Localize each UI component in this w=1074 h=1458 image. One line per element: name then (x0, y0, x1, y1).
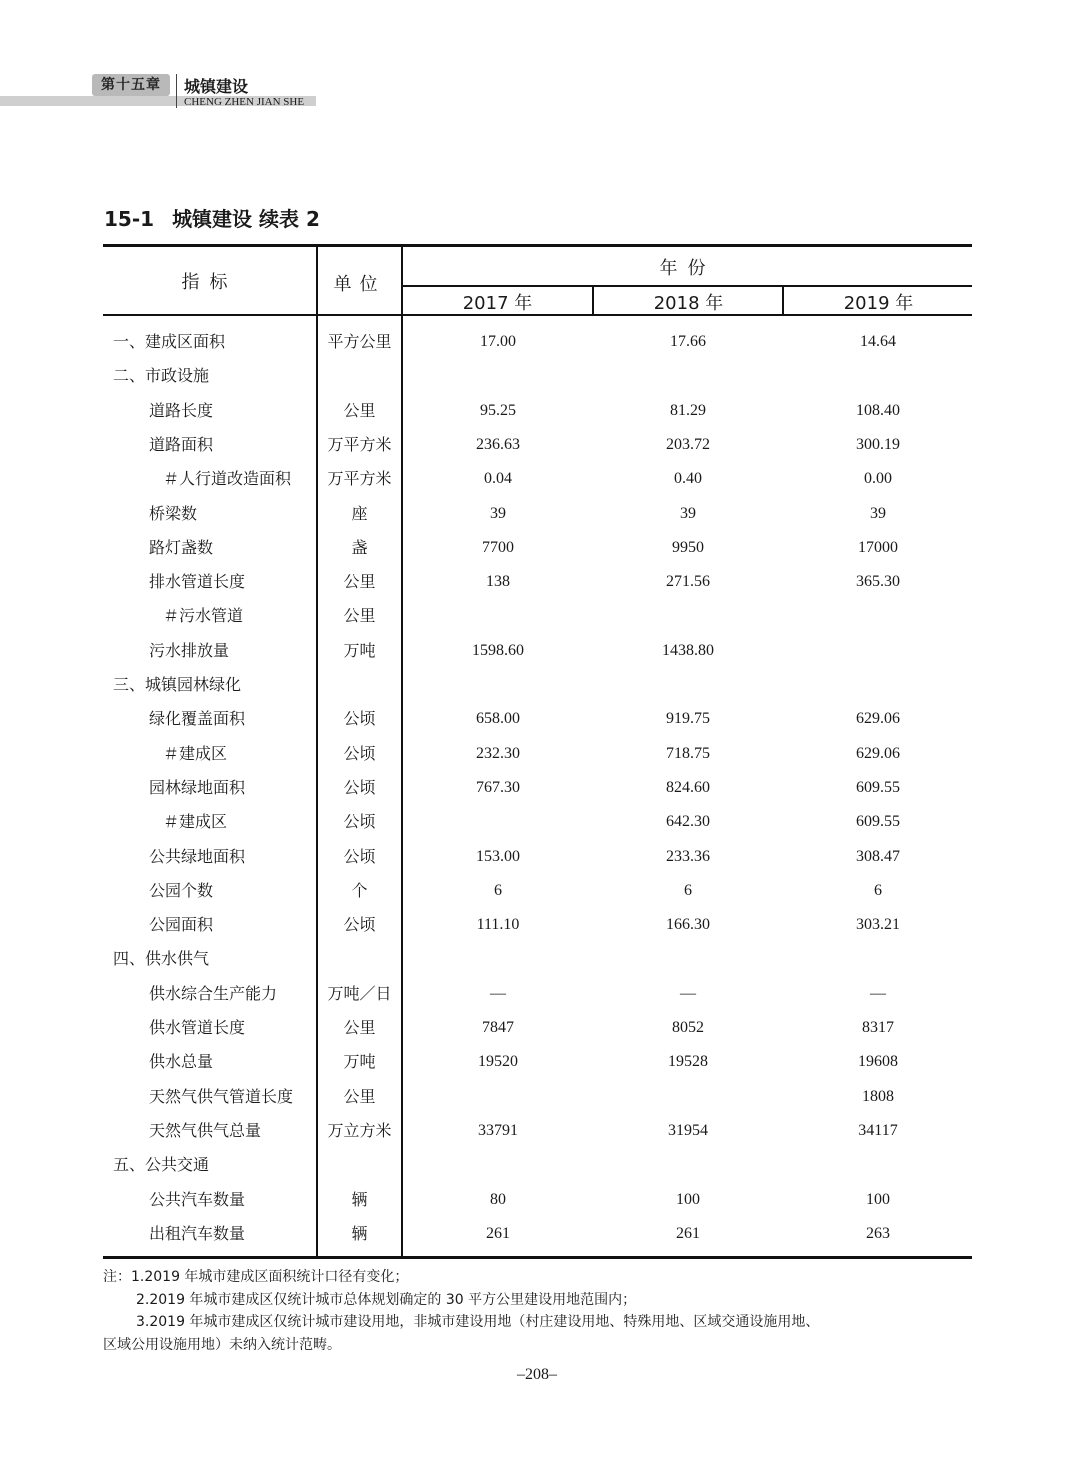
cell-indicator: 三、城镇园林绿化 (113, 675, 242, 694)
cell-indicator: 出租汽车数量 (149, 1223, 246, 1243)
cell-value-2018: — (680, 984, 696, 1002)
table-row (103, 908, 972, 942)
table-row (103, 737, 972, 771)
header-divider (176, 74, 177, 108)
cell-unit: 公顷 (343, 777, 376, 797)
cell-indicator: 供水管道长度 (149, 1018, 246, 1037)
cell-value-2019: 19608 (858, 1053, 898, 1071)
cell-indicator: 公园个数 (149, 880, 214, 900)
cell-unit: 公顷 (343, 709, 376, 729)
header-unit: 单位 (333, 274, 386, 295)
cell-indicator: 公共绿地面积 (149, 846, 246, 866)
table-row (103, 805, 972, 839)
header-year-2019: 2019 年 (843, 293, 914, 314)
cell-value-2017: 767.30 (476, 778, 520, 796)
table-row (103, 565, 972, 599)
cell-indicator: 园林绿地面积 (149, 777, 246, 797)
cell-indicator: 四、供水供气 (113, 949, 210, 969)
cell-unit: 万吨／日 (327, 983, 392, 1003)
cell-value-2018: 39 (680, 504, 696, 522)
table-row (103, 977, 972, 1011)
cell-value-2017: 138 (486, 573, 510, 591)
table-row (103, 1080, 972, 1114)
cell-indicator: 供水综合生产能力 (149, 983, 278, 1003)
cell-value-2017: — (490, 984, 506, 1002)
cell-value-2019: 1808 (862, 1087, 894, 1105)
table-row (103, 840, 972, 874)
cell-indicator: 一、建成区面积 (113, 332, 226, 351)
table-row (103, 1011, 972, 1045)
chapter-label: 第十五章 (92, 74, 170, 96)
note-line: 3.2019 年城市建成区仅统计城市建设用地，非城市建设用地（村庄建设用地、特殊用地、区域交通设施用地、 (136, 1314, 820, 1330)
cell-indicator: ＃污水管道 (163, 606, 244, 626)
note-line: 注：1.2019 年城市建成区面积统计口径有变化； (103, 1269, 409, 1285)
header-indicator: 指标 (181, 272, 238, 293)
cell-unit: 公顷 (343, 812, 376, 832)
cell-value-2018: 203.72 (666, 435, 710, 453)
cell-value-2019: 6 (874, 881, 882, 899)
table-row (103, 462, 972, 496)
table-row (103, 325, 972, 359)
table-bottom-rule (103, 1256, 972, 1259)
cell-unit: 公里 (343, 606, 376, 626)
cell-value-2019: 108.40 (856, 401, 900, 419)
cell-indicator: 道路长度 (149, 400, 214, 420)
cell-indicator: 绿化覆盖面积 (149, 709, 246, 729)
table-row (103, 1045, 972, 1079)
cell-indicator: ＃建成区 (163, 812, 228, 832)
table-row (103, 531, 972, 565)
cell-value-2017: 95.25 (480, 401, 516, 419)
page-number: –208– (517, 1366, 557, 1383)
cell-value-2017: 0.04 (484, 470, 512, 488)
year-header-rule (402, 285, 972, 287)
cell-value-2019: — (870, 984, 886, 1002)
cell-value-2017: 39 (490, 504, 506, 522)
cell-unit: 个 (351, 880, 368, 900)
table-row (103, 874, 972, 908)
cell-value-2019: 308.47 (856, 847, 900, 865)
cell-value-2018: 1438.80 (662, 641, 714, 659)
table-row (103, 1183, 972, 1217)
table-row (103, 1114, 972, 1148)
table-name: 城镇建设 续表 2 (172, 207, 320, 231)
cell-unit: 辆 (351, 1223, 368, 1243)
cell-indicator: 污水排放量 (149, 640, 230, 660)
cell-value-2018: 261 (676, 1224, 700, 1242)
cell-unit: 公里 (343, 1086, 376, 1106)
cell-indicator: 排水管道长度 (149, 572, 246, 592)
cell-unit: 辆 (351, 1189, 368, 1209)
cell-value-2017: 261 (486, 1224, 510, 1242)
note-line: 2.2019 年城市建成区仅统计城市总体规划确定的 30 平方公里建设用地范围内； (136, 1291, 637, 1308)
table-row (103, 428, 972, 462)
cell-indicator: 二、市政设施 (113, 366, 210, 386)
table-number: 15-1 (104, 207, 155, 231)
cell-value-2017: 6 (494, 881, 502, 899)
header-year: 年份 (659, 258, 716, 279)
cell-unit: 公顷 (343, 743, 376, 763)
cell-value-2018: 6 (684, 881, 692, 899)
cell-value-2018: 81.29 (670, 401, 706, 419)
table-row (103, 599, 972, 633)
cell-value-2019: 8317 (862, 1019, 894, 1036)
cell-value-2019: 17000 (858, 538, 898, 556)
cell-value-2019: 629.06 (856, 710, 900, 728)
cell-value-2017: 153.00 (476, 847, 520, 865)
cell-indicator: 五、公共交通 (113, 1155, 210, 1175)
cell-indicator: 公共汽车数量 (149, 1189, 246, 1209)
cell-value-2017: 1598.60 (472, 641, 524, 659)
cell-value-2019: 300.19 (856, 435, 900, 453)
table-row (103, 942, 972, 976)
cell-value-2017: 236.63 (476, 435, 520, 453)
cell-value-2018: 19528 (668, 1053, 708, 1071)
chapter-pinyin: CHENG ZHEN JIAN SHE (184, 96, 305, 108)
cell-unit: 公里 (343, 572, 376, 592)
cell-value-2018: 0.40 (674, 470, 702, 488)
cell-unit: 平方公里 (327, 332, 392, 351)
cell-value-2018: 718.75 (666, 744, 710, 762)
cell-value-2018: 233.36 (666, 847, 710, 865)
cell-unit: 盏 (351, 537, 368, 557)
header-year-2018: 2018 年 (653, 293, 724, 314)
cell-unit: 公顷 (343, 846, 376, 866)
cell-value-2019: 39 (870, 504, 886, 522)
cell-indicator: 道路面积 (149, 434, 214, 454)
cell-unit: 公里 (343, 1018, 376, 1037)
note-line: 区域公用设施用地）未纳入统计范畴。 (103, 1336, 341, 1353)
cell-value-2017: 33791 (478, 1121, 518, 1139)
cell-value-2018: 642.30 (666, 813, 710, 831)
cell-indicator: ＃人行道改造面积 (163, 469, 292, 489)
cell-value-2018: 824.60 (666, 778, 710, 796)
cell-unit: 万立方米 (327, 1120, 392, 1140)
cell-value-2019: 0.00 (864, 470, 892, 488)
table-row (103, 359, 972, 393)
cell-value-2017: 658.00 (476, 710, 520, 728)
cell-indicator: ＃建成区 (163, 743, 228, 763)
cell-unit: 座 (351, 503, 368, 523)
cell-value-2017: 7847 (482, 1019, 514, 1036)
table-row (103, 771, 972, 805)
cell-value-2019: 609.55 (856, 778, 900, 796)
table-row (103, 668, 972, 702)
table-row (103, 634, 972, 668)
cell-value-2019: 100 (866, 1190, 890, 1208)
cell-indicator: 公园面积 (149, 915, 214, 935)
table-title (104, 203, 320, 232)
cell-value-2017: 232.30 (476, 744, 520, 762)
table-row (103, 497, 972, 531)
cell-indicator: 天然气供气总量 (149, 1120, 262, 1140)
cell-value-2017: 17.00 (480, 333, 516, 350)
cell-value-2018: 271.56 (666, 573, 710, 591)
table-row (103, 1148, 972, 1182)
cell-value-2019: 609.55 (856, 813, 900, 831)
table-notes (103, 1266, 973, 1356)
cell-value-2019: 629.06 (856, 744, 900, 762)
cell-unit: 万吨 (343, 1052, 376, 1072)
table-row (103, 394, 972, 428)
cell-value-2019: 365.30 (856, 573, 900, 591)
cell-value-2019: 34117 (858, 1121, 898, 1139)
cell-value-2019: 303.21 (856, 916, 900, 934)
cell-indicator: 供水总量 (149, 1052, 214, 1072)
cell-value-2019: 14.64 (860, 333, 896, 350)
table-row (103, 1217, 972, 1251)
chapter-title: 城镇建设 (184, 77, 249, 96)
cell-unit: 公顷 (343, 915, 376, 935)
cell-value-2017: 7700 (482, 538, 514, 556)
cell-unit: 公里 (343, 400, 376, 420)
cell-unit: 万平方米 (327, 469, 392, 489)
cell-indicator: 路灯盏数 (149, 537, 214, 557)
cell-indicator: 天然气供气管道长度 (149, 1086, 294, 1106)
cell-value-2018: 17.66 (670, 333, 706, 350)
cell-value-2017: 19520 (478, 1053, 518, 1071)
cell-value-2018: 166.30 (666, 916, 710, 934)
cell-value-2017: 80 (490, 1190, 506, 1208)
cell-value-2018: 8052 (672, 1019, 704, 1036)
cell-value-2018: 9950 (672, 538, 704, 556)
cell-unit: 万平方米 (327, 434, 392, 454)
cell-value-2017: 111.10 (476, 916, 520, 934)
header-year-2017: 2017 年 (462, 293, 533, 314)
cell-value-2018: 919.75 (666, 710, 710, 728)
cell-value-2019: 263 (866, 1224, 890, 1242)
cell-indicator: 桥梁数 (149, 503, 198, 523)
cell-value-2018: 100 (676, 1190, 700, 1208)
table-row (103, 702, 972, 736)
cell-unit: 万吨 (343, 640, 376, 660)
table-top-rule (103, 244, 972, 247)
cell-value-2018: 31954 (668, 1121, 708, 1139)
